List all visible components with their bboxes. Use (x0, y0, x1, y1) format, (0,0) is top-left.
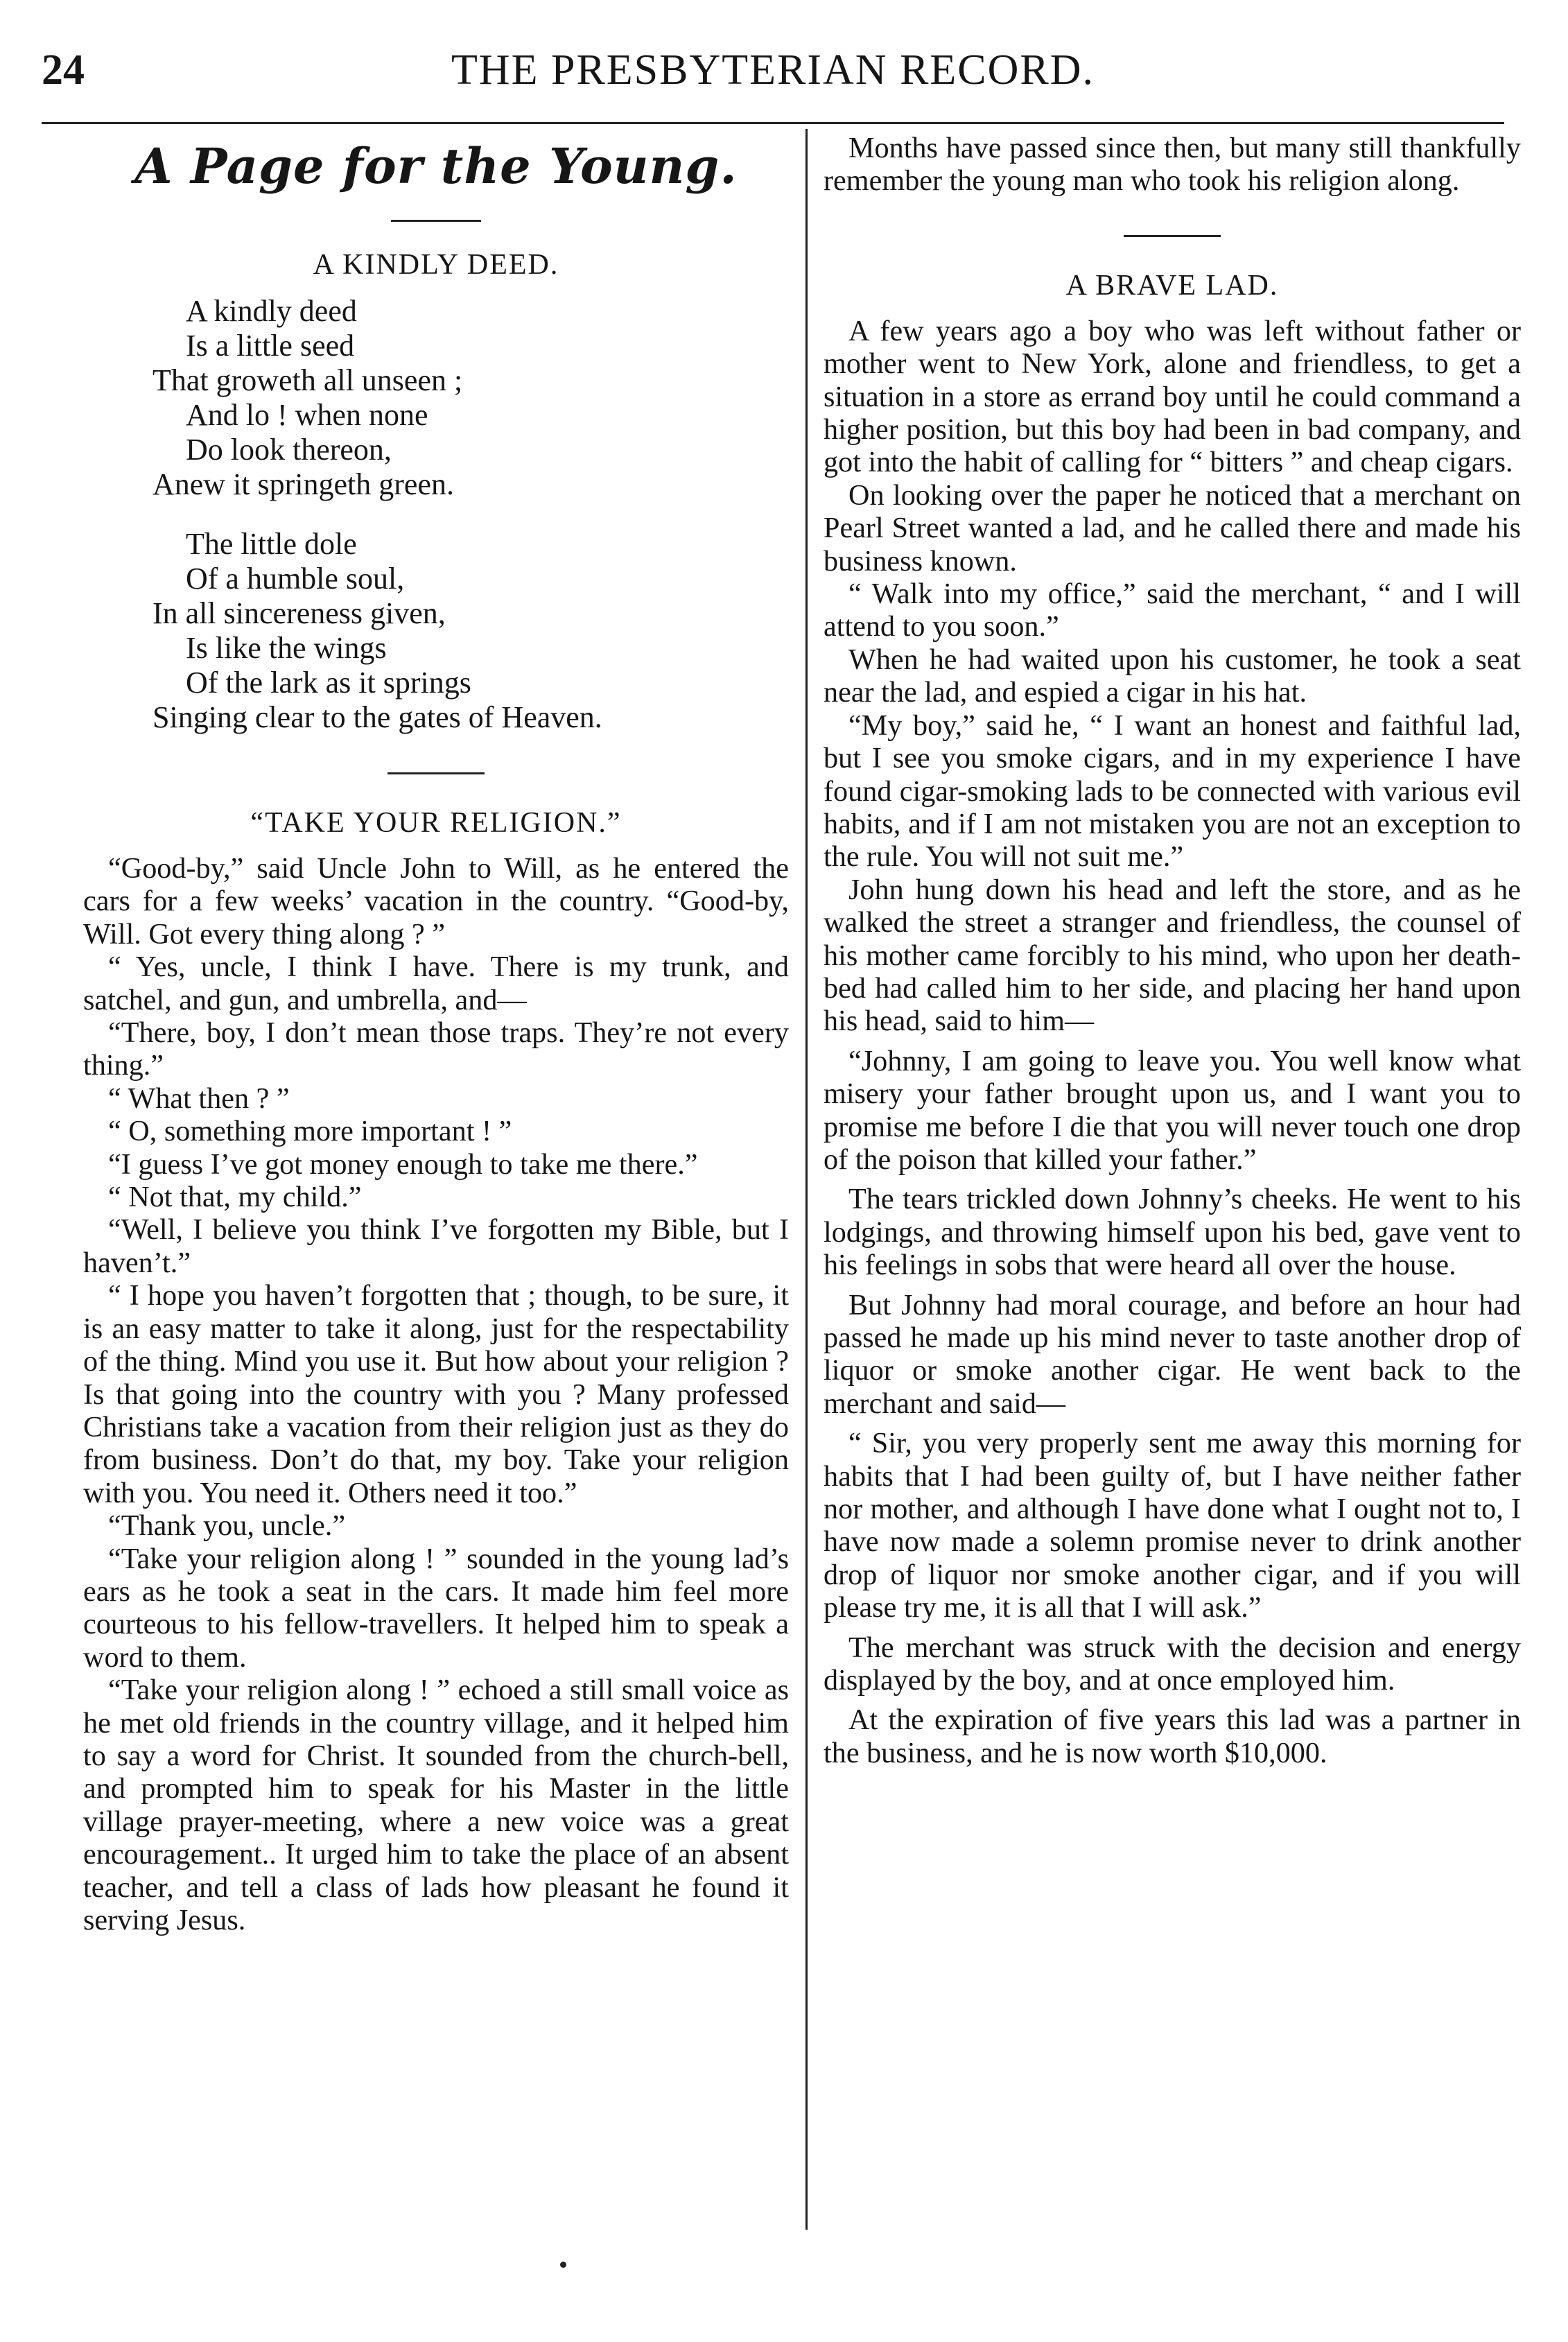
paragraph: John hung down his head and left the store, and as he walked the street a stranger and friendless, the counsel of his mother came forcibly to his mind, who upon her death-bed had called him to her side, and placing her hand upon his head, said to him— (824, 873, 1521, 1038)
right-column (824, 132, 1521, 1769)
paragraph: “ Walk into my office,” said the merchant, “ and I will attend to you soon.” (824, 578, 1521, 643)
paragraph: “My boy,” said he, “ I want an honest and faithful lad, but I see you smoke cigars, and in my experience I have found cigar-smoking lads to be connected with various evil habits, and if I am not mistaken you are not an exception to the rule. You will not suit me.” (824, 709, 1521, 874)
section-divider (1124, 235, 1221, 237)
paragraph: “ What then ? ” (108, 1082, 290, 1115)
paragraph: On looking over the paper he noticed that a merchant on Pearl Street wanted a lad, and he called there and made his business known. (824, 478, 1521, 578)
column-divider (805, 129, 808, 2230)
article-body-take-religion (83, 852, 789, 1936)
poem-line: In all sincereness given, (153, 596, 446, 630)
paragraph: “Well, I believe you think I’ve forgotten my Bible, but I haven’t.” (83, 1213, 789, 1279)
article-heading: “TAKE YOUR RELIGION.” (250, 807, 622, 839)
poem-line: Of the lark as it springs (186, 666, 471, 700)
article-heading: A BRAVE LAD. (1065, 269, 1279, 302)
poem-kindly-deed (83, 294, 789, 735)
poem-stanza (83, 294, 789, 502)
paragraph: The tears trickled down Johnny’s cheeks. He went to his lodgings, and throwing himself upon his bed, gave vent to his feelings in sobs that were heard all over the house. (824, 1183, 1521, 1282)
continuation-paragraph: Months have passed since then, but many still thankfully remember the young man who took his religion along. (824, 132, 1521, 198)
paragraph: “ Not that, my child.” (108, 1181, 362, 1214)
left-column (83, 132, 789, 1936)
poem-line: Anew it springeth green. (153, 467, 454, 501)
poem-line: The little dole (186, 527, 357, 561)
section-rule (391, 220, 481, 222)
paragraph: “Johnny, I am going to leave you. You well know what misery your father brought upon us, and I want you to promise me before I die that you will never touch one drop of the poison that killed your father.” (824, 1044, 1521, 1176)
paragraph: “There, boy, I don’t mean those traps. They’re not every thing.” (83, 1016, 789, 1082)
paragraph: “Take your religion along ! ” sounded in the young lad’s ears as he took a seat in the cars. It made him feel more courteous to his fellow-travellers. It helped him to speak a word to them. (83, 1542, 789, 1674)
paragraph: “Good-by,” said Uncle John to Will, as he entered the cars for a few weeks’ vacation in the country. “Good-by, Will. Got every thing along ? ” (83, 852, 789, 951)
poem-line: Of a humble soul, (186, 562, 405, 596)
poem-line: Is like the wings (186, 631, 387, 665)
page-number: 24 (42, 46, 85, 94)
paragraph: The merchant was struck with the decision and energy displayed by the boy, and at once employed him. (824, 1631, 1521, 1697)
publication-title: THE PRESBYTERIAN RECORD. (451, 46, 1095, 94)
page-header (42, 46, 1504, 108)
poem-line: And lo ! when none (186, 398, 428, 432)
header-rule (42, 122, 1504, 124)
poem-line: Do look thereon, (186, 433, 392, 467)
poem-line: That groweth all unseen ; (153, 363, 463, 397)
page-mark-dot (560, 2262, 566, 2268)
paragraph: When he had waited upon his customer, he took a seat near the lad, and espied a cigar in his hat. (824, 643, 1521, 709)
paragraph: “ I hope you haven’t forgotten that ; though, to be sure, it is an easy matter to take it along, just for the respectability of the thing. Mind you use it. But how about your religion ? Is that going into the country with you ? Many professed Christians take a vacation from their religion just as they do from business. Don’t do that, my boy. Take your religion with you. You need it. Others need it too.” (83, 1279, 789, 1509)
paragraph: “ O, something more important ! ” (108, 1115, 512, 1148)
paragraph: “Take your religion along ! ” echoed a still small voice as he met old friends in the country village, and it helped him to say a word for Christ. It sounded from the church-bell, and prompted him to speak for his Master in the little village prayer-meeting, where a new voice was a great encouragement.. It urged him to take the place of an absent teacher, and tell a class of lads how pleasant he found it serving Jesus. (83, 1674, 789, 1936)
poem-line: Is a little seed (186, 329, 355, 363)
poem-line: Singing clear to the gates of Heaven. (153, 700, 602, 734)
paragraph: “I guess I’ve got money enough to take me there.” (108, 1147, 698, 1181)
paragraph: “Thank you, uncle.” (108, 1509, 346, 1543)
paragraph: “ Sir, you very properly sent me away this morning for habits that I had been guilty of, but I have neither father nor mother, and although I have done what I ought not to, I have now made a solemn promise never to drink another drop of liquor nor smoke another cigar, and if you will please try me, it is all that I will ask.” (824, 1427, 1521, 1624)
article-body-brave-lad (824, 315, 1521, 1769)
paragraph: “ Yes, uncle, I think I have. There is my trunk, and satchel, and gun, and umbrella, and— (83, 951, 789, 1016)
section-title: A Page for the Young. (134, 137, 738, 195)
poem-stanza (83, 527, 789, 735)
section-divider (387, 772, 485, 774)
poem-heading: A KINDLY DEED. (313, 249, 559, 281)
paragraph: A few years ago a boy who was left without father or mother went to New York, alone and friendless, to get a situation in a store as errand boy until he could command a higher position, but this boy had been in bad company, and got into the habit of calling for “ bitters ” and cheap cigars. (824, 314, 1521, 479)
poem-line: A kindly deed (186, 294, 357, 328)
paragraph: At the expiration of five years this lad was a partner in the business, and he is now worth $10,000. (824, 1703, 1521, 1769)
paragraph: But Johnny had moral courage, and before an hour had passed he made up his mind never to taste another drop of liquor or smoke another cigar. He went back to the merchant and said— (824, 1288, 1521, 1420)
